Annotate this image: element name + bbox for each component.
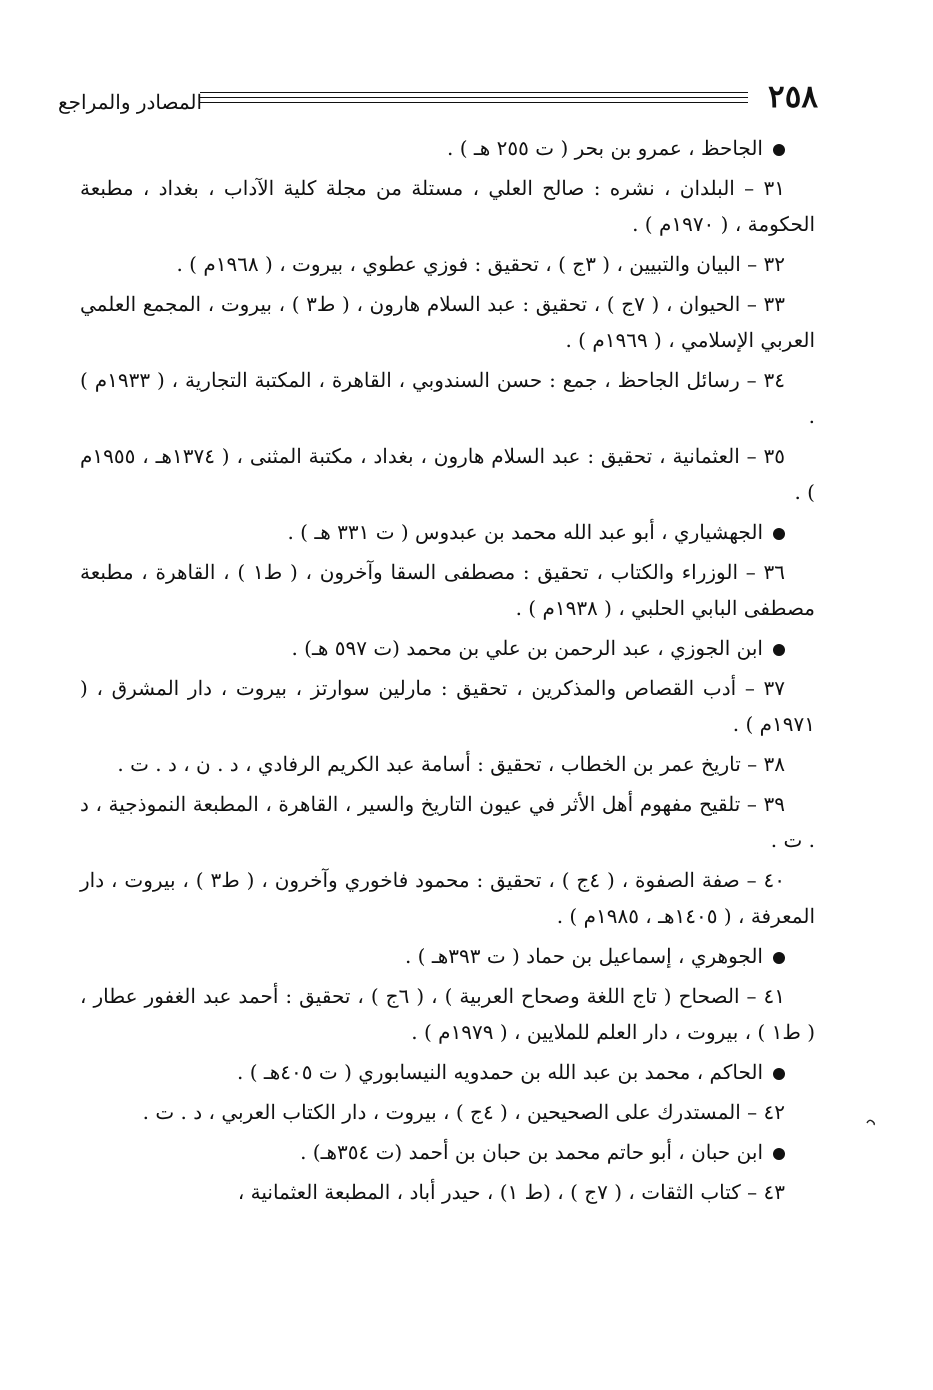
reference-entry: ٣٥ – العثمانية ، تحقيق : عبد السلام هارون ، بغداد ، مكتبة المثنى ، ( ١٣٧٤هـ ، ١٩٥٥م ) . (80, 444, 815, 504)
reference-entry: ٣٤ – رسائل الجاحظ ، جمع : حسن السندوبي ، القاهرة ، المكتبة التجارية ، ( ١٩٣٣م ) . (80, 368, 815, 428)
header-rule (200, 97, 748, 98)
author-entry: الجاحظ ، عمرو بن بحر ( ت ٢٥٥ هـ ) . (80, 130, 815, 166)
author-entry: الجوهري ، إسماعيل بن حماد ( ت ٣٩٣هـ ) . (80, 938, 815, 974)
author-entry: ابن حبان ، أبو حاتم محمد بن حبان بن أحمد (ت ٣٥٤هـ) . (80, 1134, 815, 1170)
page-header (58, 78, 820, 118)
reference-entry: ٤٢ – المستدرك على الصحيحين ، ( ٤ج ) ، بيروت ، دار الكتاب العربي ، د . ت . (142, 1100, 785, 1124)
page-number: ٢٥٨ (768, 79, 818, 115)
reference-entry: ٣٨ – تاريخ عمر بن الخطاب ، تحقيق : أسامة عبد الكريم الرفادي ، د . ن ، د . ت . (117, 752, 785, 776)
reference-entry: ٣٩ – تلقيح مفهوم أهل الأثر في عيون التاريخ والسير ، القاهرة ، المطبعة النموذجية ، د . ت . (80, 792, 815, 852)
reference-entry: ٤٣ – كتاب الثقات ، ( ٧ج ) ، (ط ١) ، حيدر أباد ، المطبعة العثمانية ، (237, 1180, 785, 1204)
reference-entry: ٣٢ – البيان والتبيين ، ( ٣ج ) ، تحقيق : فوزي عطوي ، بيروت ، ( ١٩٦٨م ) . (176, 252, 785, 276)
reference-entry: ٤٠ – صفة الصفوة ، ( ٤ج ) ، تحقيق : محمود فاخوري وآخرون ، ( ط٣ ) ، بيروت ، دار المعرفة ، ( ١٤٠٥هـ ، ١٩٨٥م ) . (80, 868, 815, 928)
bibliography-list (80, 130, 815, 1214)
reference-entry: ٣١ – البلدان ، نشره : صالح العلي ، مستلة من مجلة كلية الآداب ، بغداد ، مطبعة الحكومة ، ( ١٩٧٠م ) . (80, 176, 815, 236)
reference-entry: ٣٧ – أدب القصاص والمذكرين ، تحقيق : مارلين سوارتز ، بيروت ، دار المشرق ، ( ١٩٧١م ) . (80, 676, 815, 736)
author-entry: الحاكم ، محمد بن عبد الله بن حمدويه النيسابوري ( ت ٤٠٥هـ ) . (80, 1054, 815, 1090)
bullet-icon (773, 644, 785, 656)
header-rule (200, 102, 748, 103)
ink-speck-icon (866, 1118, 876, 1126)
reference-entry: ٣٦ – الوزراء والكتاب ، تحقيق : مصطفى السقا وآخرون ، ( ط١ ) ، القاهرة ، مطبعة مصطفى البابي الحلبي ، ( ١٩٣٨م ) . (80, 560, 815, 620)
bullet-icon (773, 952, 785, 964)
bullet-icon (773, 144, 785, 156)
reference-entry: ٣٣ – الحيوان ، ( ٧ج ) ، تحقيق : عبد السلام هارون ، ( ط٣ ) ، بيروت ، المجمع العلمي العربي الإسلامي ، ( ١٩٦٩م ) . (80, 292, 815, 352)
bullet-icon (773, 528, 785, 540)
bullet-icon (773, 1068, 785, 1080)
bullet-icon (773, 1148, 785, 1160)
author-entry: ابن الجوزي ، عبد الرحمن بن علي بن محمد (ت ٥٩٧ هـ) . (80, 630, 815, 666)
author-entry: الجهشياري ، أبو عبد الله محمد بن عبدوس ( ت ٣٣١ هـ ) . (80, 514, 815, 550)
page-title: المصادر والمراجع (58, 90, 203, 114)
header-rule (200, 92, 748, 93)
reference-entry: ٤١ – الصحاح ( تاج اللغة وصحاح العربية ) ، ( ٦ج ) ، تحقيق : أحمد عبد الغفور عطار ، ( ط١ ) ، بيروت ، دار العلم للملايين ، ( ١٩٧٩م ) . (80, 984, 815, 1044)
